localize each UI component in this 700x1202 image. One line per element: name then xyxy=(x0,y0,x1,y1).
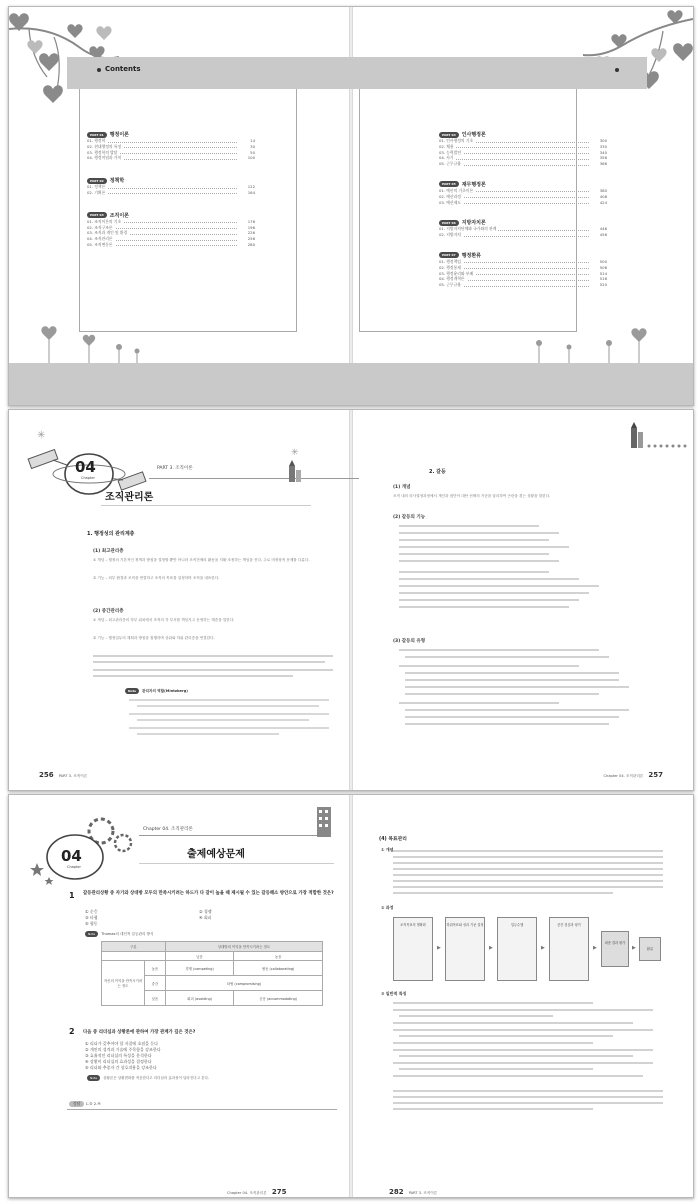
arrow-right-icon: ▶ xyxy=(632,945,636,951)
answer-badge: 정답 xyxy=(69,1101,84,1107)
toc-entry[interactable]: 01. 조직이론의 기초 176 xyxy=(87,218,255,224)
sparkle-icon: ✳ xyxy=(291,448,299,458)
toc-entry[interactable]: 02. 지방자치 456 xyxy=(439,232,607,238)
q2-note xyxy=(87,1075,327,1082)
toc-entry[interactable]: 03. 행정윤리와 부패 514 xyxy=(439,270,607,276)
toc-entry[interactable]: 02. 채용 330 xyxy=(439,143,607,149)
option[interactable]: ① 순응 xyxy=(85,909,98,914)
toc-entry[interactable]: 03. 능력발전 340 xyxy=(439,149,607,155)
flow-step: 환류 xyxy=(639,937,661,961)
table-header: 상대방의 이익을 만족시키려는 정도 xyxy=(165,942,322,952)
option[interactable]: ③ 효율적인 리더십의 특성을 분석한다 xyxy=(85,1053,152,1058)
part-title: 행정환류 xyxy=(461,252,482,259)
footer-label-right: Chapter 04. 조직관리론 xyxy=(603,774,644,778)
footer-right xyxy=(604,762,663,781)
toc-entry[interactable]: 01. 행정학 14 xyxy=(87,138,255,143)
note-text: Thomas의 대인적 갈등관리 방식 xyxy=(101,932,154,936)
toc-entry[interactable]: 01. 지방자치단체와 국가와의 관계 446 xyxy=(439,226,607,232)
flow-step: 하위목표와 성과 기준 설정 xyxy=(445,917,485,981)
subsection-heading: ② 과정 xyxy=(381,905,394,910)
subsection-heading: (2) 중간관리층 xyxy=(93,609,124,614)
note-title: 관리자의 역할(Mintzberg) xyxy=(142,689,188,693)
text-lines xyxy=(399,648,659,748)
toc-entry[interactable]: 02. 조직구조론 196 xyxy=(87,224,255,230)
table-cell: 경쟁 (competing) xyxy=(165,961,233,976)
toc-part xyxy=(87,212,255,248)
part-title: 조직이론 xyxy=(109,212,130,219)
toc-entry[interactable]: 01. 정책론 122 xyxy=(87,184,255,190)
option[interactable]: ④ 회피 xyxy=(199,915,212,920)
answer-line xyxy=(69,1101,101,1107)
toc-part xyxy=(439,252,607,288)
header-label: Chapter 04. 조직관리론 xyxy=(143,827,193,832)
part-title: 지방자치론 xyxy=(461,220,486,227)
title-rule xyxy=(101,505,311,506)
bottom-band xyxy=(9,363,693,405)
toc-right-column xyxy=(439,131,607,288)
note-badge: Note xyxy=(85,931,98,937)
toc-entry[interactable]: 02. 현대행정의 특징 30 xyxy=(87,143,255,149)
footer-label-right: PART 3. 조직이론 xyxy=(408,1191,438,1195)
subsection-heading: (1) 최고관리층 xyxy=(93,549,124,554)
arrow-right-icon: ▶ xyxy=(489,945,493,951)
toc-entry[interactable]: 03. 행정학의 발달 50 xyxy=(87,149,255,155)
chapter-spread xyxy=(8,409,694,791)
subsection-heading: ① 개념 xyxy=(381,847,394,852)
table-rowhead: 자신의 이익을 만족시키려는 정도 xyxy=(102,961,145,1006)
part-badge: PART 06 xyxy=(439,220,459,226)
option[interactable]: ③ 타협 xyxy=(85,915,98,920)
option[interactable]: ⑤ 리더와 추종자 간 상호작용을 강조한다 xyxy=(85,1065,157,1070)
building-icon xyxy=(309,805,343,839)
city-chain-decoration xyxy=(627,418,689,452)
text-lines xyxy=(393,849,673,909)
part-badge: PART 07 xyxy=(439,252,459,258)
toc-entry[interactable]: 01. 예산의 기초이론 380 xyxy=(439,187,607,193)
arrow-right-icon: ▶ xyxy=(593,945,597,951)
toc-part xyxy=(439,131,607,167)
part-badge: PART 05 xyxy=(439,181,459,187)
toc-entry[interactable]: 05. 근무규율 366 xyxy=(439,161,607,167)
q2-note-text: 상황론은 상황변화를 적응한다고 리더십의 효과성이 달라진다고 본다. xyxy=(103,1076,209,1080)
gutter xyxy=(349,410,353,790)
toc-entry[interactable]: 04. 사기 356 xyxy=(439,155,607,161)
band-dot-right xyxy=(615,68,619,72)
subsection-heading: ③ 일반적 특징 xyxy=(381,991,407,996)
toc-entry[interactable]: 01. 인사행정의 기초 300 xyxy=(439,138,607,143)
sparkle-icon: ✳ xyxy=(37,430,46,441)
option[interactable]: ④ 상황이 리더십의 효과성을 결정한다 xyxy=(85,1059,152,1064)
chapter-number: 04 xyxy=(61,847,82,865)
footer-label-left: Chapter 04. 조직관리론 xyxy=(227,1191,267,1195)
text-lines xyxy=(393,1001,673,1131)
question-text: 갈등관리상황 중 자기와 상대방 모두의 만족시키려는 하드가 다 같이 높을 때 제시될 수 있는 갈등해소 방안으로 가장 적합한 것은? xyxy=(83,891,334,896)
subsection-heading: (1) 개념 xyxy=(393,485,411,490)
title-rule xyxy=(139,863,334,864)
chapter-title: 조직관리론 xyxy=(105,492,154,503)
flow-step: 중간 점검과 평가 xyxy=(549,917,589,981)
toc-part xyxy=(439,219,607,238)
toc-part xyxy=(87,177,255,196)
header-rule xyxy=(149,478,359,479)
mbo-flow-diagram xyxy=(393,917,663,981)
plant-decoration-right xyxy=(519,305,659,365)
toc-entry[interactable]: 04. 행정개혁론 516 xyxy=(439,276,607,282)
note-badge: Note xyxy=(125,688,139,694)
gutter xyxy=(349,795,353,1197)
option-list xyxy=(199,909,299,921)
footer-left xyxy=(227,1179,286,1198)
toc-part xyxy=(87,131,255,161)
option[interactable]: ⑤ 협동 xyxy=(85,921,98,926)
toc-part xyxy=(439,181,607,205)
question-number: 1 xyxy=(69,891,75,900)
subsection-heading: (3) 갈등의 유형 xyxy=(393,639,426,644)
note-badge: Note xyxy=(87,1075,100,1081)
thomas-table xyxy=(101,941,323,1006)
flow-step: 조직목표의 명확화 xyxy=(393,917,433,981)
arrow-right-icon: ▶ xyxy=(437,945,441,951)
note-box xyxy=(125,688,188,694)
footer-left xyxy=(39,762,87,781)
band-dot xyxy=(97,68,101,72)
question-text: 다음 중 리더십과 상황론에 관하여 가장 관계가 깊은 것은? xyxy=(83,1030,196,1035)
arrow-right-icon: ▶ xyxy=(541,945,545,951)
exercise-title: 출제예상문제 xyxy=(187,849,245,860)
paragraph: ② 기능 – 행정업무의 계획과 방침을 집행하며 상위와 하위 관리층을 연결한다. xyxy=(93,636,215,640)
text-lines xyxy=(399,524,659,624)
page-number-right: 257 xyxy=(648,771,663,779)
text-lines xyxy=(93,654,333,704)
table-cell: 순응 (accommodating) xyxy=(234,991,323,1006)
toc-entry[interactable]: 05. 조직변동론 280 xyxy=(87,241,255,247)
chapter-number: 04 xyxy=(75,458,96,476)
paragraph: ② 기능 – 외부 환경과 조직을 연결하고 조직의 목표를 설정하며 조직을 대표한다. xyxy=(93,576,220,580)
contents-band xyxy=(67,57,647,89)
part-label: PART 3. 조직이론 xyxy=(157,466,193,471)
page-number-right: 282 xyxy=(389,1188,404,1196)
flow-step: 업무수행 xyxy=(497,917,537,981)
chapter-word: Chapter xyxy=(67,865,81,869)
option[interactable]: ② 개인의 성격과 기술에 주목함을 강조한다 xyxy=(85,1047,161,1052)
table-cell: 타협 (compromising) xyxy=(165,976,322,991)
flow-step: 최종 결과 평가 xyxy=(601,931,629,967)
answer-rule xyxy=(67,1109,337,1110)
paragraph: 조직 내의 의사결정과정에서 개인과 집단이 대안 선택의 기준을 달리하여 곤란을 겪는 상황을 말한다. xyxy=(393,494,551,498)
table-cell: 중간 xyxy=(145,976,166,991)
header-rule xyxy=(139,835,329,836)
tower-icon xyxy=(285,460,305,482)
page-number-left: 256 xyxy=(39,771,54,779)
section-heading: 1. 행정성의 관리계층 xyxy=(87,531,135,537)
toc-left-column xyxy=(87,131,255,248)
plant-decoration-left xyxy=(29,307,149,367)
question-number: 2 xyxy=(69,1027,75,1036)
table-cell: 낮음 xyxy=(145,991,166,1006)
toc-entry[interactable]: 03. 예산제도 424 xyxy=(439,199,607,205)
table-cell: 높음 xyxy=(145,961,166,976)
page-number-left: 275 xyxy=(271,1188,287,1196)
toc-entry[interactable]: 02. 예산과정 408 xyxy=(439,193,607,199)
part-badge: PART 01 xyxy=(87,132,107,138)
paragraph: ① 개념 – 최고관리층의 하부 위치에서 조직의 각 부서를 책임지고 운영하는 계층을 말한다. xyxy=(93,618,235,622)
chapter-word: Chapter xyxy=(81,476,95,480)
toc-entry[interactable]: 01. 행정책임 500 xyxy=(439,258,607,264)
section-heading-right: 2. 갈등 xyxy=(429,469,446,475)
table-header: 구분 xyxy=(102,942,166,952)
option-list xyxy=(85,909,205,927)
table-cell: 회피 (avoiding) xyxy=(165,991,233,1006)
toc-entry[interactable]: 05. 근무규율 520 xyxy=(439,282,607,288)
table-subheader: 높음 xyxy=(234,952,323,961)
part-title: 재무행정론 xyxy=(461,181,486,188)
toc-spread xyxy=(8,6,694,406)
footer-right xyxy=(389,1179,437,1198)
toc-entry[interactable]: 02. 기획론 164 xyxy=(87,189,255,195)
footer-label-left: PART 3. 조직이론 xyxy=(58,774,88,778)
note-text-lines xyxy=(129,698,329,738)
toc-entry[interactable]: 03. 조직과 개인 및 환경 226 xyxy=(87,230,255,236)
part-badge: PART 03 xyxy=(87,212,107,218)
part-badge: PART 02 xyxy=(87,178,107,184)
table-cell: 협동 (collaborating) xyxy=(234,961,323,976)
toc-entry[interactable]: 04. 행정이념과 가치 100 xyxy=(87,155,255,161)
part-badge: PART 04 xyxy=(439,132,459,138)
option-list xyxy=(85,1041,335,1071)
subsection-heading: (2) 갈등의 기능 xyxy=(393,515,426,520)
gear-chapter-badge xyxy=(23,809,143,889)
option[interactable]: ② 경쟁 xyxy=(199,909,212,914)
answer-text: 1.⑤ 2.④ xyxy=(85,1101,101,1106)
table-subheader: 낮음 xyxy=(165,952,233,961)
subsection-heading: (4) 목표관리 xyxy=(379,837,407,842)
part-title: 행정이론 xyxy=(109,132,130,138)
paragraph: ① 개념 – 행정의 기본적인 정책과 방침을 결정할 뿐만 아니라 조직전체의 활동을 지휘·조정하는 책임을 진다. 주로 비정형적 문제를 다룬다. xyxy=(93,558,310,562)
exercise-spread xyxy=(8,794,694,1198)
option[interactable]: ① 리더가 갖추어야 할 자질에 초점을 둔다 xyxy=(85,1041,159,1046)
toc-entry[interactable]: 02. 행정통제 506 xyxy=(439,264,607,270)
toc-entry[interactable]: 04. 조직관리론 256 xyxy=(87,236,255,242)
part-title: 인사행정론 xyxy=(461,132,486,138)
note-line xyxy=(85,931,154,937)
part-title: 정책학 xyxy=(109,178,125,185)
contents-title: Contents xyxy=(105,65,141,73)
